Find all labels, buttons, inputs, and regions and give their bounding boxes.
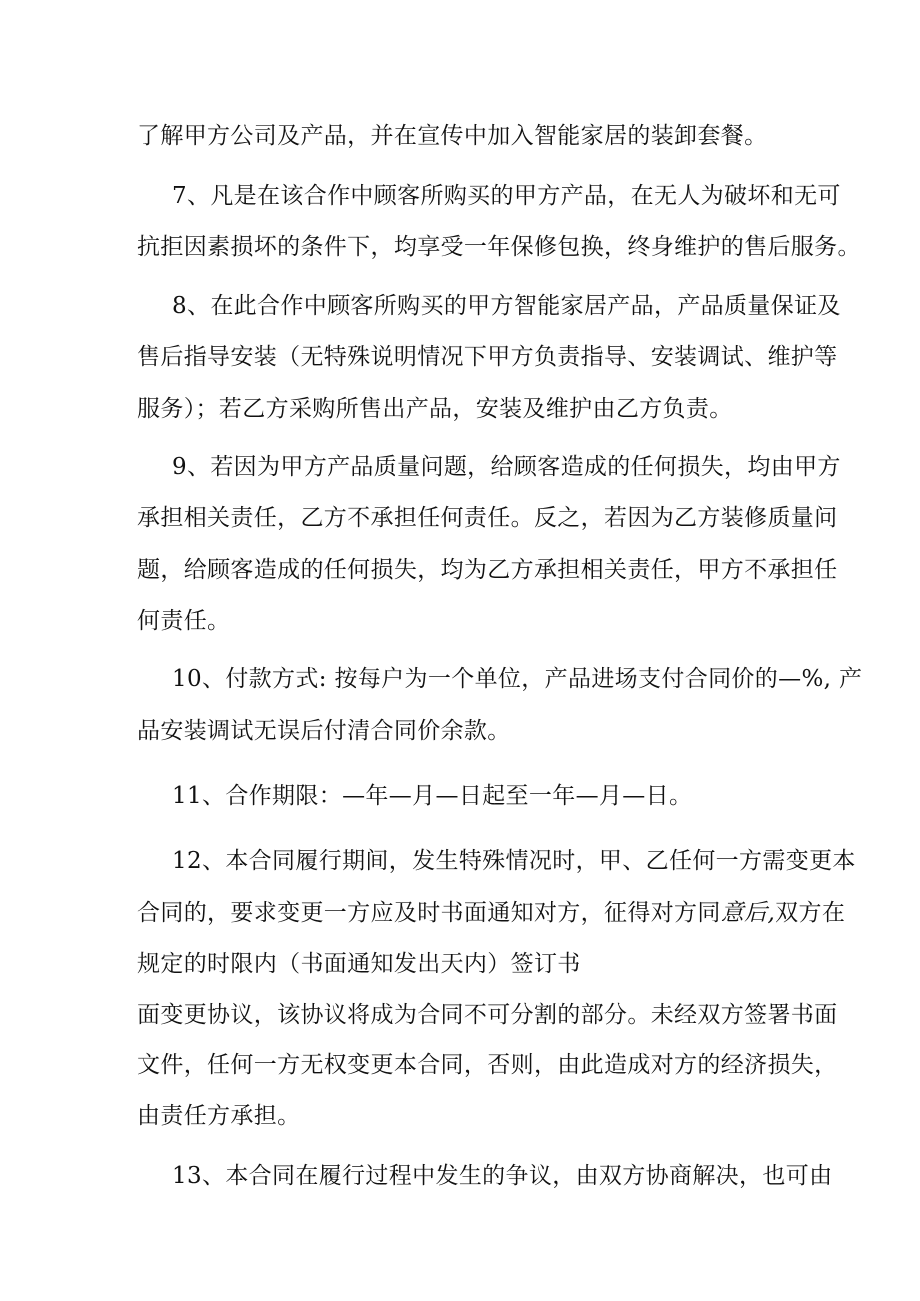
clause-12-line-5: 文件，任何一方无权变更本合同，否则，由此造成对方的经济损失， (137, 1052, 838, 1078)
clause-13-line-1: 13、本合同在履行过程中发生的争议，由双方协商解决，也可由 (172, 1163, 833, 1189)
clause-7-line-2: 抗拒因素损坏的条件下，均享受一年保修包换，终身维护的售后服务。 (137, 234, 861, 260)
clause-8-line-2: 售后指导安装（无特殊说明情况下甲方负责指导、安装调试、维护等 (137, 344, 838, 370)
clause-10-line-2: 品安装调试无误后付清合同价余款。 (137, 718, 511, 744)
clause-8-line-3: 服务）；若乙方采购所售出产品，安装及维护由乙方负责。 (137, 396, 733, 422)
clause-12-line-2-tail: 双方在 (775, 900, 846, 926)
clause-12-italic-text: 意后, (720, 900, 776, 926)
clause-7-line-1: 7、凡是在该合作中顾客所购买的甲方产品，在无人为破坏和无可 (172, 183, 841, 209)
clause-12-line-2 (0, 898, 920, 928)
clause-8-line-1: 8、在此合作中顾客所购买的甲方智能家居产品，产品质量保证及 (172, 293, 841, 319)
clause-12-line-2-text: 合同的，要求变更一方应及时书面通知对方，征得对方同 (137, 900, 721, 926)
clause-10-line-1: 10、付款方式: 按每户为一个单位，产品进场支付合同价的—%, 产 (172, 666, 863, 692)
clause-9-line-3: 题，给顾客造成的任何损失，均为乙方承担相关责任，甲方不承担任 (137, 557, 838, 583)
clause-12-line-6: 由责任方承担。 (137, 1103, 301, 1129)
clause-12-line-4: 面变更协议，该协议将成为合同不可分割的部分。未经双方签署书面 (137, 1002, 838, 1028)
clause-9-line-1: 9、若因为甲方产品质量问题，给顾客造成的任何损失，均由甲方 (172, 454, 841, 480)
clause-9-line-4: 何责任。 (137, 608, 231, 634)
clause-12-line-1: 12、本合同履行期间，发生特殊情况时，甲、乙任何一方需变更本 (172, 848, 856, 874)
clause-9-line-2: 承担相关责任，乙方不承担任何责任。反之，若因为乙方装修质量问 (137, 505, 838, 531)
clause-12-line-3: 规定的时限内（书面通知发出天内）签订书 (137, 951, 581, 977)
text-line: 了解甲方公司及产品，并在宣传中加入智能家居的装卸套餐。 (137, 123, 768, 149)
clause-11-line-1: 11、合作期限：—年—月—日起至一年—月—日。 (172, 783, 693, 809)
